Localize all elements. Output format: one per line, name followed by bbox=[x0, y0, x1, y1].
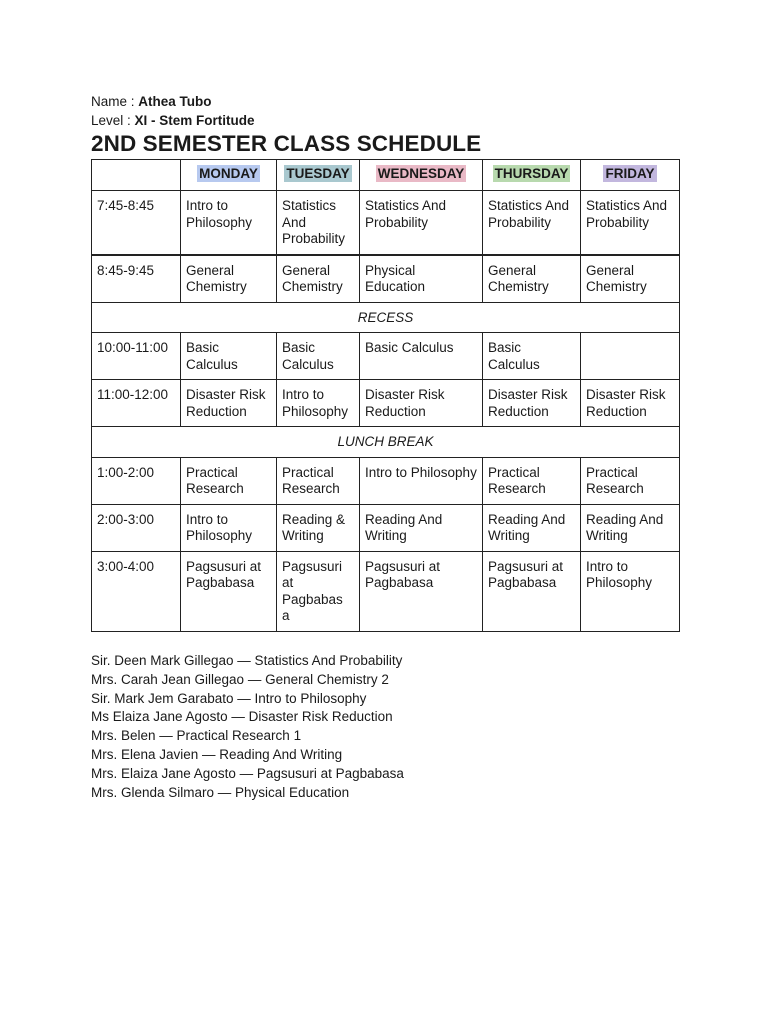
day-label: THURSDAY bbox=[494, 166, 569, 181]
subject-cell: Intro to Philosophy bbox=[581, 551, 680, 631]
teacher-list-item: Mrs. Belen — Practical Research 1 bbox=[91, 728, 302, 744]
subject-cell: Physical Education bbox=[360, 255, 483, 303]
subject-cell: Reading And Writing bbox=[581, 504, 680, 551]
level-line bbox=[91, 111, 691, 130]
subject-cell: Disaster Risk Reduction bbox=[581, 380, 680, 427]
table-row bbox=[92, 504, 680, 551]
day-header-tuesday bbox=[277, 160, 360, 191]
table-row bbox=[92, 380, 680, 427]
teacher-list-item: Sir. Mark Jem Garabato — Intro to Philosophy bbox=[91, 690, 367, 706]
day-label: WEDNESDAY bbox=[377, 166, 465, 181]
day-label: FRIDAY bbox=[605, 166, 655, 181]
table-row bbox=[92, 457, 680, 504]
subject-cell: Pagsusuri at Pagbabasa bbox=[360, 551, 483, 631]
time-slot-cell: 2:00-3:00 bbox=[92, 504, 181, 551]
table-row bbox=[92, 333, 680, 380]
subject-cell: Practical Research bbox=[277, 457, 360, 504]
day-header-friday bbox=[581, 160, 680, 191]
subject-cell: Reading & Writing bbox=[277, 504, 360, 551]
break-label: LUNCH BREAK bbox=[92, 427, 680, 458]
name-line bbox=[91, 92, 691, 111]
corner-cell bbox=[92, 160, 181, 191]
break-row bbox=[92, 427, 680, 458]
subject-cell: Pagsusuri at Pagbabasa bbox=[483, 551, 581, 631]
day-label: MONDAY bbox=[199, 166, 258, 181]
subject-cell: Statistics And Probability bbox=[360, 191, 483, 255]
day-label: TUESDAY bbox=[286, 166, 350, 181]
time-slot-cell: 7:45-8:45 bbox=[92, 191, 181, 255]
time-slot-cell: 11:00-12:00 bbox=[92, 380, 181, 427]
break-label: RECESS bbox=[92, 302, 680, 333]
document-page bbox=[91, 92, 691, 632]
day-header-monday bbox=[181, 160, 277, 191]
subject-cell: Practical Research bbox=[483, 457, 581, 504]
teacher-list-item: Mrs. Elena Javien — Reading And Writing bbox=[91, 746, 343, 762]
subject-cell: Statistics And Probability bbox=[581, 191, 680, 255]
teacher-list bbox=[91, 652, 404, 802]
teacher-list-item: Mrs. Elaiza Jane Agosto — Pagsusuri at Pagbabasa bbox=[91, 765, 404, 781]
teacher-list-item: Sir. Deen Mark Gillegao — Statistics And Probability bbox=[91, 653, 403, 668]
name-value: Athea Tubo bbox=[138, 94, 212, 109]
teacher-list-item: Mrs. Glenda Silmaro — Physical Education bbox=[91, 784, 350, 800]
time-slot-cell: 3:00-4:00 bbox=[92, 551, 181, 631]
name-label: Name : bbox=[91, 94, 139, 109]
subject-cell: General Chemistry bbox=[277, 255, 360, 303]
subject-cell: Pagsusuri at Pagbabas a bbox=[277, 551, 360, 631]
break-row bbox=[92, 302, 680, 333]
subject-cell: Pagsusuri at Pagbabasa bbox=[181, 551, 277, 631]
table-header-row bbox=[92, 160, 680, 191]
subject-cell: Intro to Philosophy bbox=[181, 191, 277, 255]
subject-cell: Basic Calculus bbox=[360, 333, 483, 380]
teacher-list-item: Ms Elaiza Jane Agosto — Disaster Risk Reduction bbox=[91, 709, 393, 725]
page-title: 2ND SEMESTER CLASS SCHEDULE bbox=[91, 131, 482, 156]
subject-cell: Reading And Writing bbox=[360, 504, 483, 551]
subject-cell: Practical Research bbox=[181, 457, 277, 504]
day-header-thursday bbox=[483, 160, 581, 191]
subject-cell bbox=[581, 333, 680, 380]
table-row bbox=[92, 255, 680, 303]
teacher-list-item: Mrs. Carah Jean Gillegao — General Chemistry 2 bbox=[91, 671, 389, 687]
subject-cell: Statistics And Probability bbox=[483, 191, 581, 255]
subject-cell: General Chemistry bbox=[181, 255, 277, 303]
subject-cell: Basic Calculus bbox=[181, 333, 277, 380]
level-value: XI - Stem Fortitude bbox=[134, 113, 255, 128]
day-header-wednesday bbox=[360, 160, 483, 191]
schedule-table bbox=[91, 159, 680, 632]
table-row bbox=[92, 191, 680, 255]
subject-cell: Basic Calculus bbox=[277, 333, 360, 380]
subject-cell: Statistics And Probability bbox=[277, 191, 360, 255]
table-row bbox=[92, 551, 680, 631]
subject-cell: Practical Research bbox=[581, 457, 680, 504]
subject-cell: Intro to Philosophy bbox=[181, 504, 277, 551]
schedule-body bbox=[92, 191, 680, 632]
time-slot-cell: 10:00-11:00 bbox=[92, 333, 181, 380]
subject-cell: General Chemistry bbox=[581, 255, 680, 303]
subject-cell: General Chemistry bbox=[483, 255, 581, 303]
subject-cell: Disaster Risk Reduction bbox=[483, 380, 581, 427]
time-slot-cell: 1:00-2:00 bbox=[92, 457, 181, 504]
subject-cell: Disaster Risk Reduction bbox=[360, 380, 483, 427]
subject-cell: Disaster Risk Reduction bbox=[181, 380, 277, 427]
subject-cell: Intro to Philosophy bbox=[277, 380, 360, 427]
level-label: Level : bbox=[91, 113, 135, 128]
subject-cell: Intro to Philosophy bbox=[360, 457, 483, 504]
subject-cell: Basic Calculus bbox=[483, 333, 581, 380]
subject-cell: Reading And Writing bbox=[483, 504, 581, 551]
time-slot-cell: 8:45-9:45 bbox=[92, 255, 181, 303]
